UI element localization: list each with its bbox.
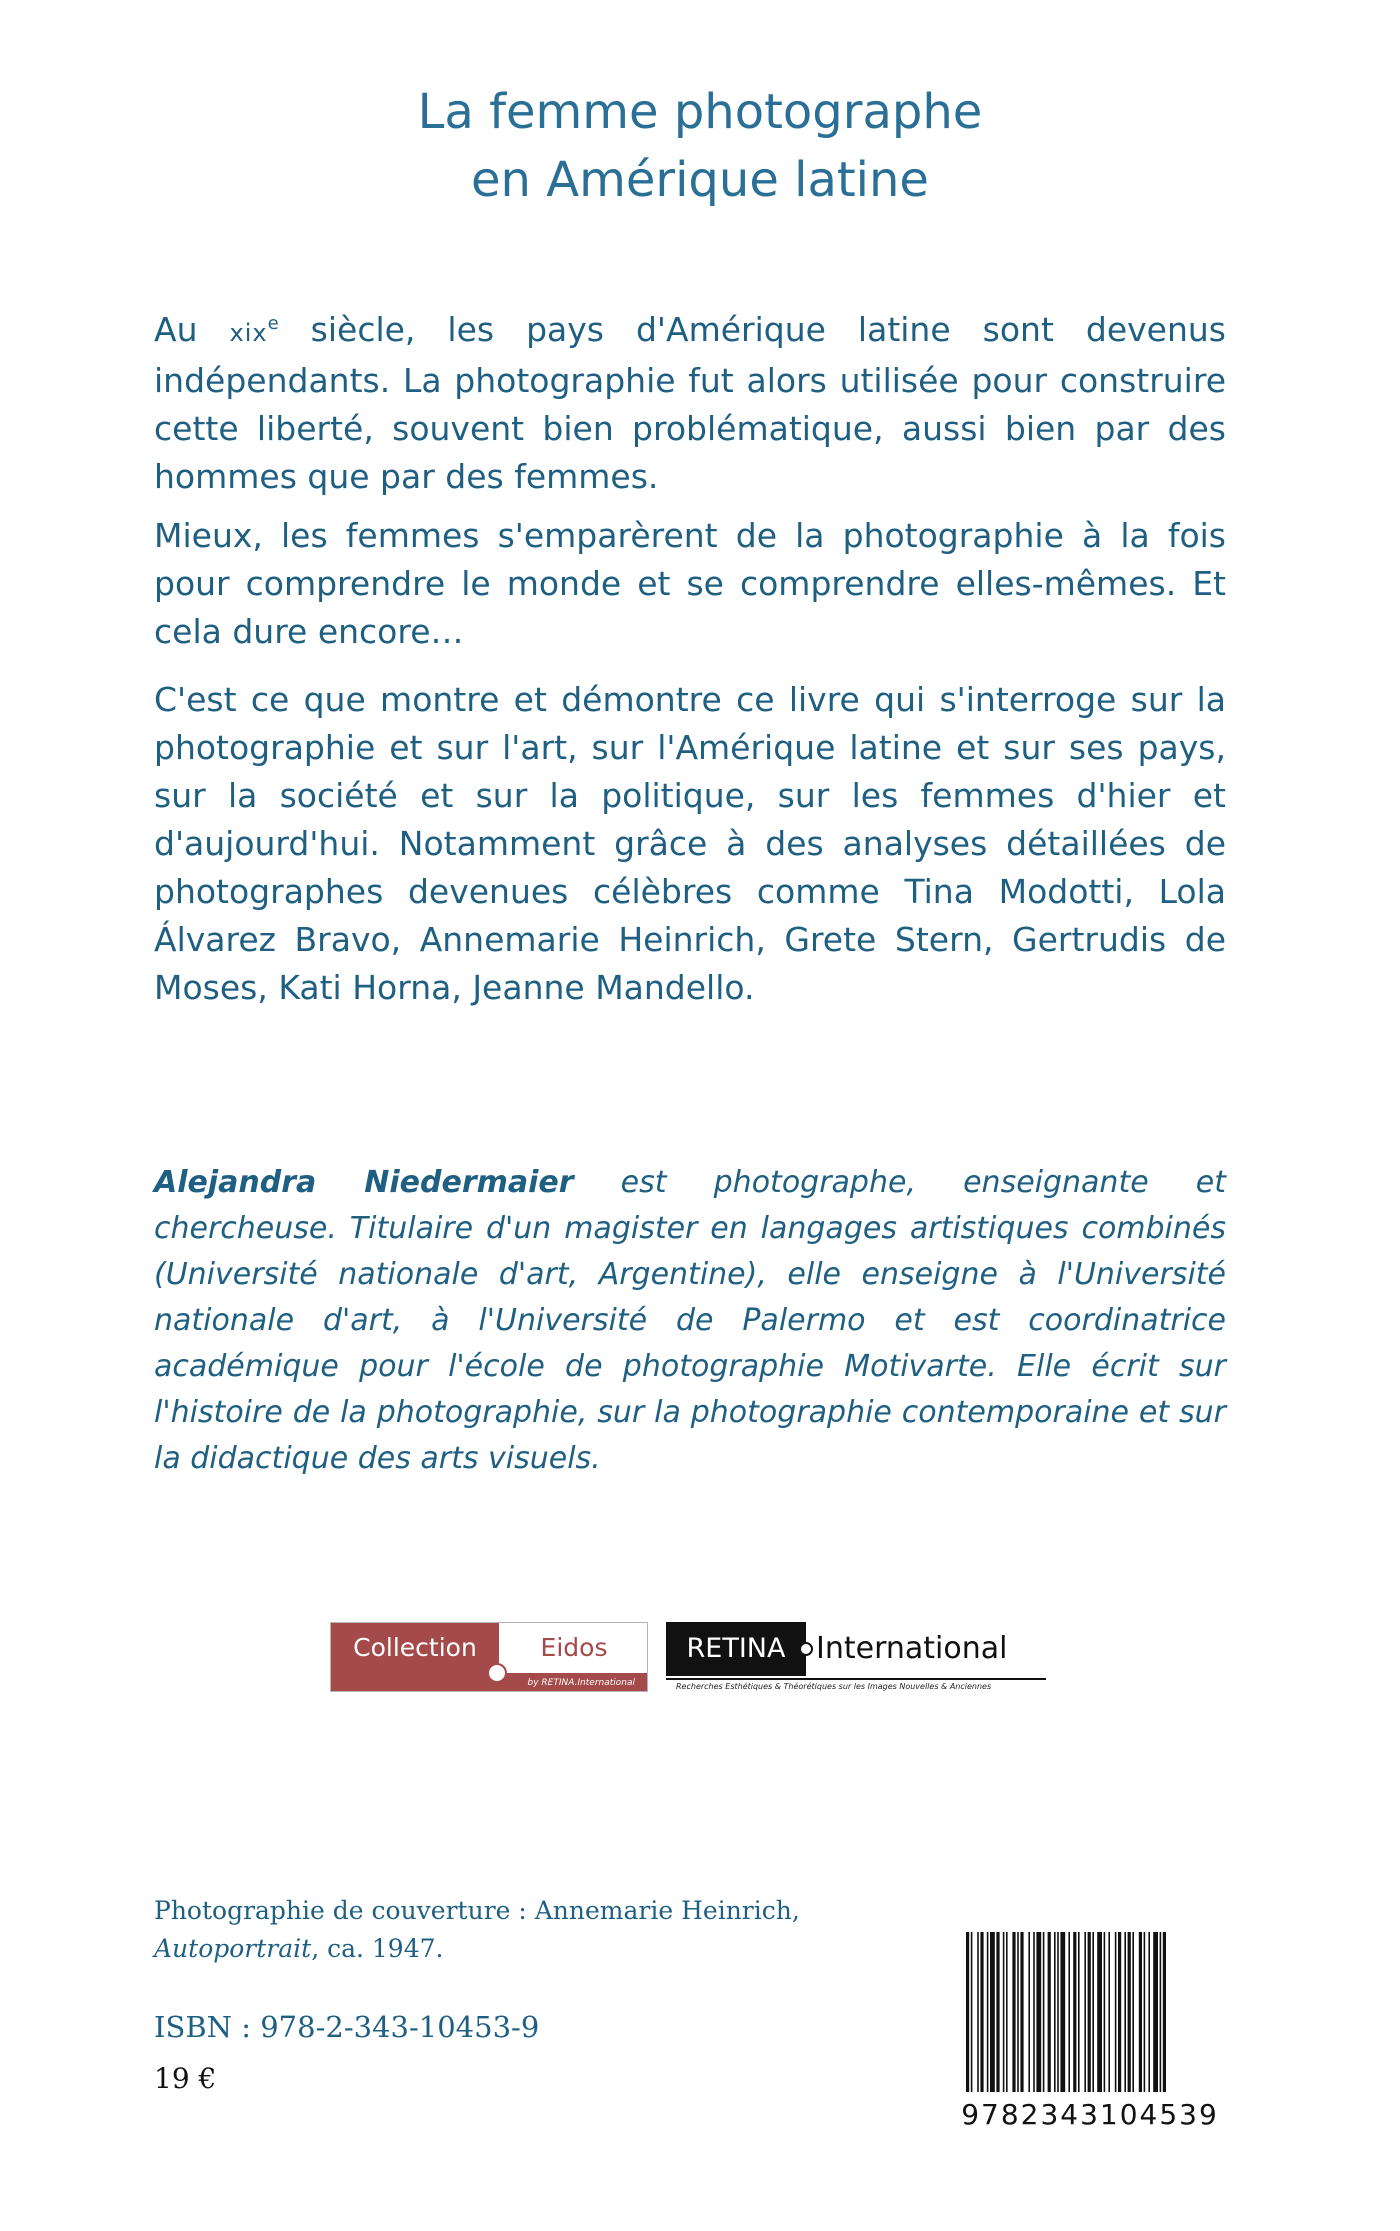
book-title xyxy=(0,78,1400,214)
summary-paragraph-2: Mieux, les femmes s'emparèrent de la photographie à la fois pour comprendre le monde et se comprendre elles-mêmes. Et cela dure encore… xyxy=(154,516,1226,651)
retina-label: RETINA xyxy=(666,1622,806,1676)
barcode-bar xyxy=(1028,1932,1030,2092)
retina-international-logo xyxy=(666,1622,1054,1694)
barcode-bar xyxy=(990,1932,995,2092)
barcode-bar xyxy=(971,1932,973,2092)
summary-p1-start: Au xyxy=(154,310,230,349)
barcode-bar xyxy=(1139,1932,1142,2092)
credit-line-2 xyxy=(154,1930,804,1968)
barcode-bar xyxy=(1078,1932,1080,2092)
title-line-2: en Amérique latine xyxy=(471,152,929,208)
collection-eidos-logo xyxy=(330,1622,648,1692)
barcode-bar xyxy=(1003,1932,1005,2092)
barcode-bar xyxy=(1118,1932,1121,2092)
eidos-sub-label: by RETINA.International xyxy=(331,1673,648,1692)
barcode-bar xyxy=(1084,1932,1086,2092)
international-label: International xyxy=(816,1631,1008,1666)
century-superscript: e xyxy=(267,313,279,334)
barcode-bar xyxy=(1124,1932,1126,2092)
barcode-bar xyxy=(1057,1932,1059,2092)
barcode-number: 9782343104539 xyxy=(961,2098,1219,2131)
summary-paragraph-1 xyxy=(154,300,1226,501)
retina-tagline: Recherches Esthétiques & Théorétiques sur les Images Nouvelles & Anciennes xyxy=(676,1682,992,1691)
barcode-bar xyxy=(1020,1932,1023,2092)
barcode-bar xyxy=(1048,1932,1051,2092)
barcode-bar xyxy=(1060,1932,1065,2092)
summary-paragraph-3: C'est ce que montre et démontre ce livre qui s'interroge sur la photographie et sur l'art, sur l'Amérique latine et sur ses pays, sur la société et sur la politique, sur les femmes d'hier et d'aujourd'hui. Notamment grâce à des analyses détaillées de photographes devenues célèbres comme Tina Modotti, Lola Álvarez Bravo, Annemarie Heinrich, Grete Stern, Gertrudis de Moses, Kati Horna, Jeanne Mandello. xyxy=(154,680,1226,1007)
barcode-bar xyxy=(1012,1932,1015,2092)
retina-logo-dot xyxy=(799,1642,813,1656)
barcode-bar xyxy=(996,1932,999,2092)
isbn: ISBN : 978-2-343-10453-9 xyxy=(154,2010,540,2044)
author-bio-text: est photographe, enseignante et chercheuse. Titulaire d'un magister en langages artistiques combinés (Université nationale d'art, Argentine), elle enseigne à l'Université nationale d'art, à l'Université de Palermo et est coordinatrice académique pour l'école de photographie Motivarte. Elle écrit sur l'histoire de la photographie, sur la photographie contemporaine et sur la didactique des arts visuels. xyxy=(154,1165,1226,1476)
barcode-bar xyxy=(1088,1932,1091,2092)
barcode-bar xyxy=(1017,1932,1019,2092)
barcode-bar xyxy=(1104,1932,1106,2092)
title-line-1: La femme photographe xyxy=(417,84,983,140)
barcode-bar xyxy=(1054,1932,1056,2092)
barcode-bar xyxy=(1068,1932,1070,2092)
barcode-bar xyxy=(987,1932,989,2092)
barcode-bar xyxy=(977,1932,979,2092)
barcode-bar xyxy=(1148,1932,1150,2092)
barcode-bar xyxy=(1115,1932,1117,2092)
barcode-bar xyxy=(1097,1932,1102,2092)
barcode-bar xyxy=(1033,1932,1035,2092)
credit-line-1: Photographie de couverture : Annemarie Heinrich, xyxy=(154,1896,800,1925)
barcode-bar xyxy=(1128,1932,1131,2092)
barcode-bar xyxy=(1108,1932,1110,2092)
eidos-logo-dot xyxy=(487,1663,507,1683)
credit-work-title: Autoportrait xyxy=(154,1934,312,1963)
barcode-bar xyxy=(1163,1932,1166,2092)
summary-p1-rest: siècle, les pays d'Amérique latine sont devenus indépendants. La photographie fut alors utilisée pour construire cette liberté, souvent bien problématique, aussi bien par des hommes que par des femmes. xyxy=(154,310,1226,496)
credit-date: , ca. 1947. xyxy=(311,1934,444,1963)
barcode-bar xyxy=(1160,1932,1162,2092)
barcode-bar xyxy=(980,1932,983,2092)
eidos-label: Eidos xyxy=(540,1633,608,1662)
barcode-bar xyxy=(1153,1932,1158,2092)
cover-photo-credit xyxy=(154,1892,804,1968)
author-bio xyxy=(154,1160,1226,1482)
century-numeral: xix xyxy=(229,319,268,347)
price: 19 € xyxy=(154,2062,217,2095)
author-name: Alejandra Niedermaier xyxy=(154,1165,574,1200)
barcode-bar xyxy=(1043,1932,1045,2092)
barcode-bar xyxy=(1006,1932,1008,2092)
barcode-bar xyxy=(966,1932,969,2092)
barcode-bar xyxy=(1144,1932,1146,2092)
collection-label: Collection xyxy=(331,1623,499,1673)
barcode-bar xyxy=(1036,1932,1041,2092)
barcode-bar xyxy=(1092,1932,1094,2092)
barcode-bar xyxy=(1132,1932,1134,2092)
barcode-bar xyxy=(1073,1932,1076,2092)
barcode xyxy=(960,1932,1220,2092)
